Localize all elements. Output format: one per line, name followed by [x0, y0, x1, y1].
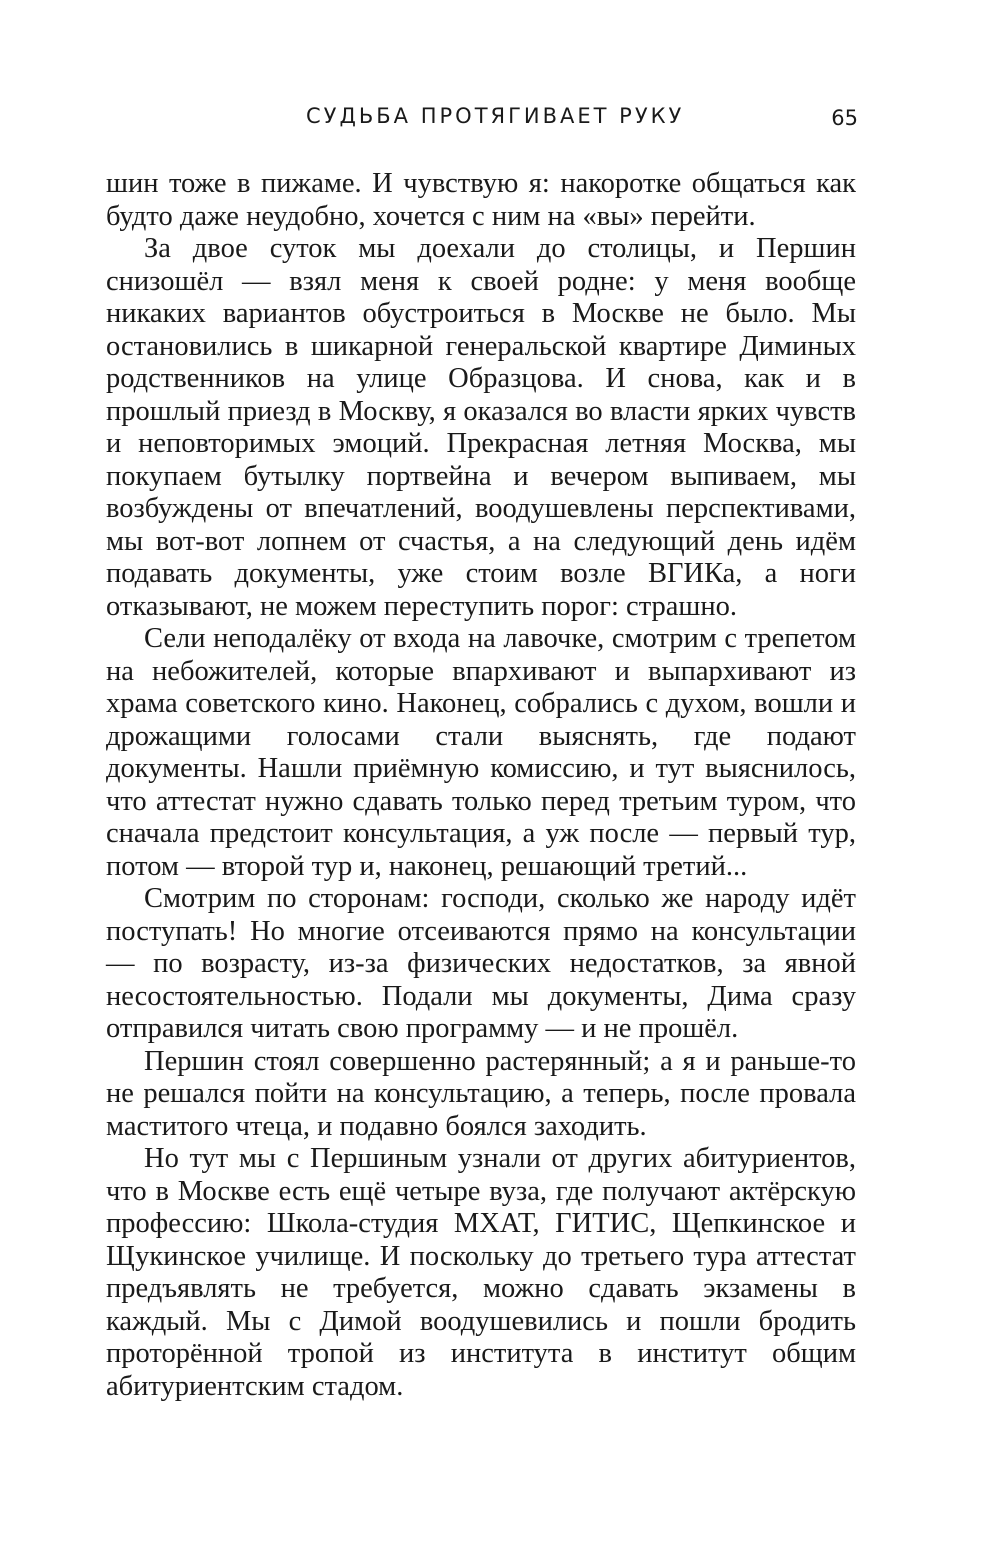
running-head: [106, 104, 858, 136]
body-text: [106, 168, 856, 1403]
paragraph-4: Смотрим по сторонам: господи, сколько же народу идёт поступать! Но многие отсеиваются прямо на консультации — по возрасту, из-за физических недостатков, за явной несостоятельностью. Подали мы документы, Дима сразу отправился читать свою программу — и не прошёл.: [106, 883, 856, 1044]
paragraph-1: шин тоже в пижаме. И чувствую я: накоротке общаться как будто даже неудобно, хочется с ним на «вы» перейти.: [106, 168, 856, 232]
running-title: СУДЬБА ПРОТЯГИВАЕТ РУКУ: [306, 104, 685, 128]
page-number: 65: [831, 106, 858, 130]
paragraph-5: Першин стоял совершенно растерянный; а я и раньше-то не решался пойти на консультацию, а теперь, после провала маститого чтеца, и подавно боялся заходить.: [106, 1045, 856, 1142]
paragraph-2: За двое суток мы доехали до столицы, и Першин снизошёл — взял меня к своей родне: у меня вообще никаких вариантов обустроиться в Москве не было. Мы остановились в шикарной генеральской квартире Диминых родственников на улице Образцова. И снова, как и в прошлый приезд в Москву, я оказался во власти ярких чувств и неповторимых эмоций. Прекрасная летняя Москва, мы покупаем бутылку портвейна и вечером выпиваем, мы возбуждены от впечатлений, воодушевлены перспективами, мы вот-вот лопнем от счастья, а на следующий день идём подавать документы, уже стоим возле ВГИКа, а ноги отказывают, не можем переступить порог: страшно.: [106, 233, 856, 622]
paragraph-6: Но тут мы с Першиным узнали от других абитуриентов, что в Москве есть ещё четыре вуза, где получают актёрскую профессию: Школа-студия МХАТ, ГИТИС, Щепкинское и Щукинское училище. И поскольку до третьего тура аттестат предъявлять не требуется, можно сдавать экзамены в каждый. Мы с Димой воодушевились и пошли бродить проторённой тропой из института в институт общим абитуриентским стадом.: [106, 1143, 856, 1402]
paragraph-3: Сели неподалёку от входа на лавочке, смотрим с трепетом на небожителей, которые впархивают и выпархивают из храма советского кино. Наконец, собрались с духом, вошли и дрожащими голосами стали выяснять, где подают документы. Нашли приёмную комиссию, и тут выяснилось, что аттестат нужно сдавать только перед третьим туром, что сначала предстоит консультация, а уж после — первый тур, потом — второй тур и, наконец, решающий третий...: [106, 623, 856, 882]
